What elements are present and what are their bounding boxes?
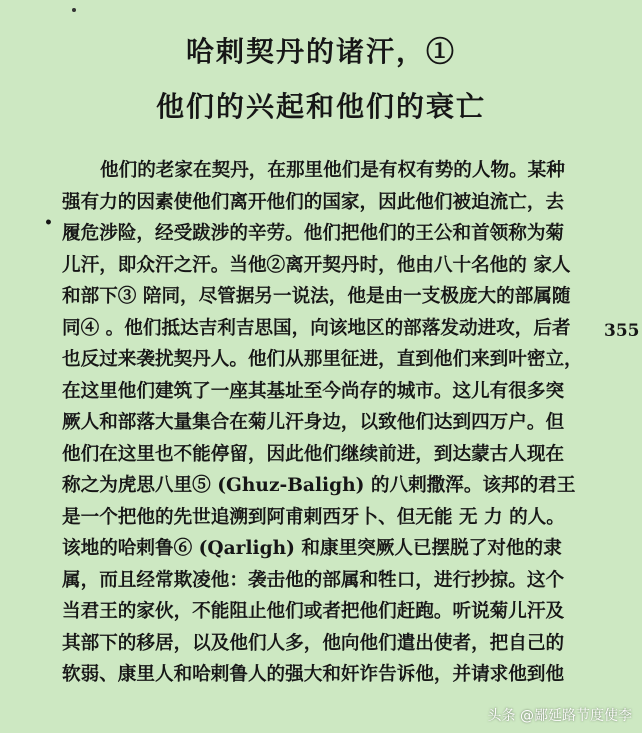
chapter-title-line-2: 他们的兴起和他们的衰亡 (155, 90, 486, 123)
text-line: 强有力的因素使他们离开他们的国家，因此他们被迫流亡，去 (62, 191, 565, 213)
text-line: 称之为虎思八里⑤ (Ghuz-Baligh) 的八剌撒浑。该邦的君王 (62, 475, 576, 496)
text-line: 软弱、康里人和哈剌鲁人的强大和奸诈告诉他，并请求他到他 (62, 664, 565, 685)
text-line: 属，而且经常欺凌他：袭击他的部属和牲口，进行抄掠。这个 (62, 569, 565, 591)
text-line: 其部下的移居，以及他们人多，他向他们遣出使者，把自己的 (62, 632, 565, 654)
text-line: 当君王的家伙，不能阻止他们或者把他们赶跑。听说菊儿汗及 (62, 601, 565, 622)
page-number: 355 (604, 321, 640, 341)
text-line: 也反过来袭扰契丹人。他们从那里征进，直到他们来到叶密立， (62, 349, 583, 370)
corner-dot (72, 8, 76, 12)
watermark: 头条 @鄙延路节度使李 (487, 708, 632, 724)
text-line: 同④ 。他们抵达吉利吉思国，向该地区的部落发动进攻，后者 (62, 317, 571, 339)
text-line: 在这里他们建筑了一座其基址至今尚存的城市。这儿有很多突 (62, 380, 565, 402)
text-line: 履危涉险，经受跋涉的辛劳。他们把他们的王公和首领称为菊 (62, 223, 565, 244)
text-line: 是一个把他的先世追溯到阿甫剌西牙卜、但无能 无 力 的人。 (62, 506, 565, 528)
margin-mark: • (44, 215, 53, 231)
text-line: 厥人和部落大量集合在菊儿汗身边，以致他们达到四万户。但 (62, 412, 565, 433)
text-line: 该地的哈剌鲁⑥ (Qarligh) 和康里突厥人已摆脱了对他的隶 (62, 538, 562, 559)
body-text (62, 155, 610, 691)
text-line: 儿汗，即众汗之汗。当他②离开契丹时，他由八十名他的 家人 (62, 254, 571, 276)
chapter-title-line-1: 哈剌契丹的诸汗，① (185, 35, 456, 68)
text-line: 和部下③ 陪同，尽管据另一说法，他是由一支极庞大的部属随 (62, 286, 571, 307)
text-line: 他们在这里也不能停留，因此他们继续前进，到达蒙古人现在 (62, 443, 565, 465)
text-line: 他们的老家在契丹，在那里他们是有权有势的人物。某种 (100, 160, 565, 181)
